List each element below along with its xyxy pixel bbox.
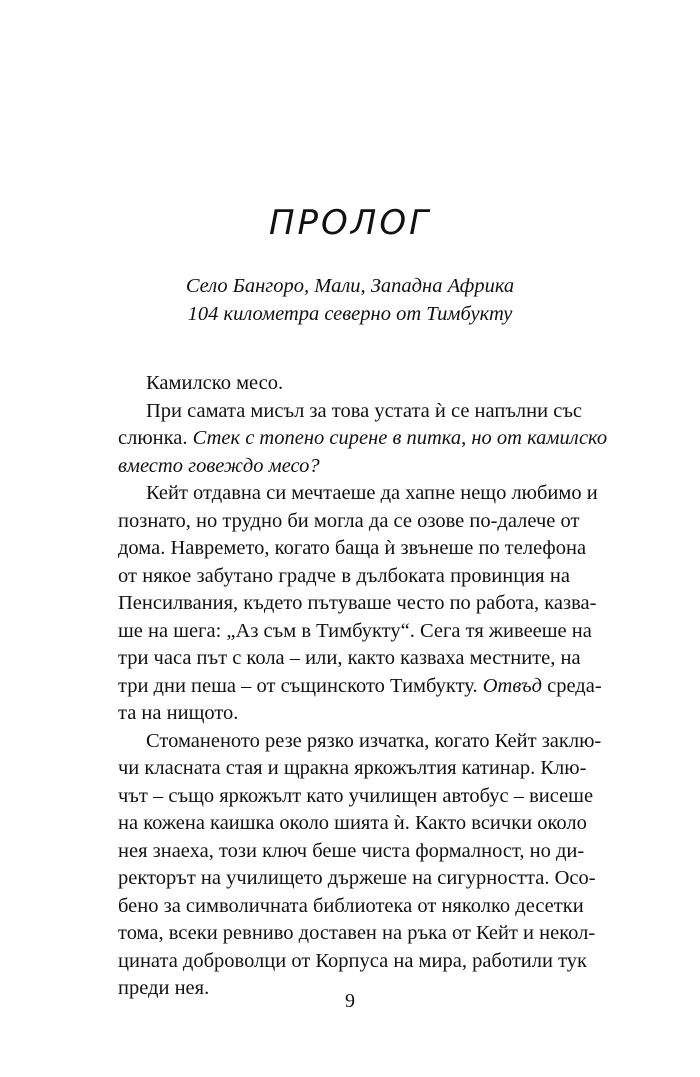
text-segment: три дни пеша – от същинското Тимбукту.: [118, 674, 483, 697]
italic-text: Стек с топено сирене в питка, но от камилско: [192, 427, 608, 449]
italic-text: вместо говеждо месо?: [118, 454, 320, 477]
text-line: [118, 673, 602, 701]
text-line: Камилско месо.: [146, 372, 284, 394]
text-segment: среда-: [542, 674, 602, 697]
text-line: тома, всеки ревниво доставен на ръка от Кейт и некол-: [118, 922, 596, 944]
text-line: [118, 425, 608, 453]
text-line: та на нищото.: [118, 702, 239, 724]
text-line: Пенсилвания, където пътуваше често по работа, казва-: [118, 592, 597, 614]
location-line-2: 104 километра северно от Тимбукту: [187, 303, 513, 325]
text-line: три часа път с кола – или, както казваха местните, на: [118, 647, 581, 669]
paragraph-3: [118, 480, 602, 728]
text-line: дома. Навремето, когато баща ѝ звънеше по телефона: [118, 537, 587, 559]
paragraph-1: [118, 370, 570, 398]
text-line: чи класната стая и щракна яркожълтия катинар. Клю-: [118, 757, 587, 779]
text-line: ректорът на училището държеше на сигурността. Осо-: [118, 867, 596, 889]
text-line: При самата мисъл за това устата ѝ се напълни със: [146, 399, 583, 422]
text-line: нея знаеха, този ключ беше чиста формалност, но ди-: [118, 839, 585, 862]
body-text: [118, 370, 608, 1003]
location-line-1: Село Бангоро, Мали, Западна Африка: [185, 275, 515, 297]
italic-text: Отвъд: [482, 674, 542, 697]
text-line: на кожена каишка около шията ѝ. Както всички около: [118, 812, 587, 834]
page-number: 9: [345, 990, 355, 1012]
text-line: бено за символичната библиотека от няколко десетки: [118, 894, 584, 917]
paragraph-2: [118, 398, 608, 481]
text-line: Стоманеното резе рязко изчатка, когато Кейт заклю-: [146, 729, 602, 752]
chapter-title: ПРОЛОГ: [268, 203, 432, 243]
text-line: от някое забутано градче в дълбоката провинция на: [118, 564, 570, 587]
text-line: познато, но трудно би могла да се озове по-далече от: [118, 509, 580, 532]
text-line: преди нея.: [118, 977, 210, 999]
paragraph-4: [118, 728, 602, 1003]
text-line: ше на шега: „Аз съм в Тимбукту“. Сега тя живееше на: [118, 619, 592, 642]
text-segment: слюнка.: [118, 427, 193, 449]
text-line: [118, 453, 570, 481]
text-line: чът – също яркожълт като училищен автобус – висеше: [118, 784, 594, 807]
location-subtitle: [0, 272, 700, 328]
text-line: Кейт отдавна си мечтаеше да хапне нещо любимо и: [146, 482, 598, 504]
text-line: цината доброволци от Корпуса на мира, работили тук: [118, 949, 587, 972]
